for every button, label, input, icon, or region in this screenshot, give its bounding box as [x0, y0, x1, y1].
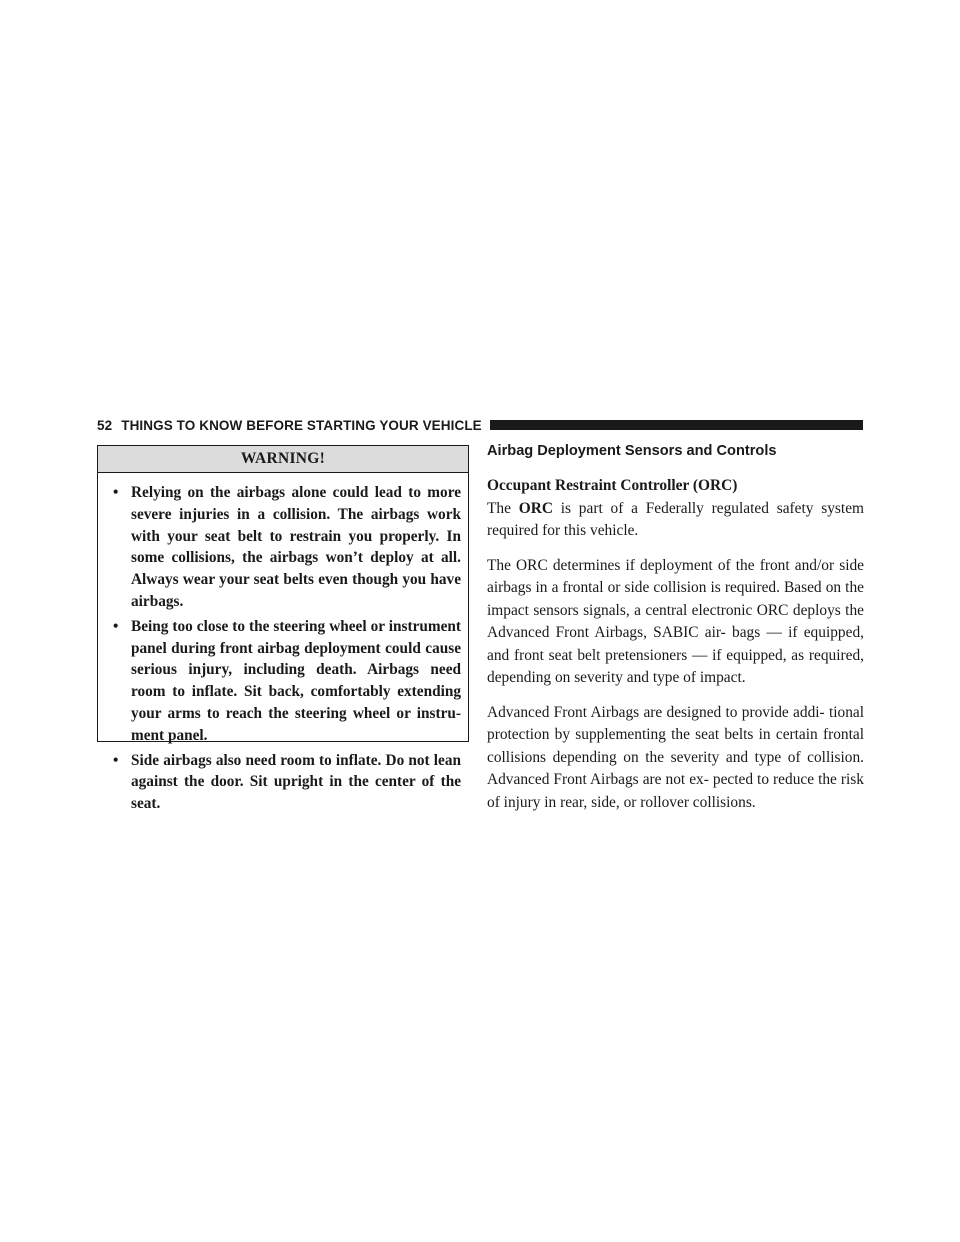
- warning-item: [107, 482, 461, 613]
- warning-box: [97, 445, 469, 813]
- right-column: [487, 440, 864, 814]
- intro-paragraph: [487, 498, 864, 543]
- page-number: 52: [97, 417, 113, 433]
- section-heading: Airbag Deployment Sensors and Controls: [487, 443, 777, 459]
- warning-list: [98, 473, 468, 815]
- section-title: THINGS TO KNOW BEFORE STARTING YOUR VEHICLE: [121, 417, 482, 433]
- intro-prefix: The: [487, 499, 519, 517]
- warning-item-text: Relying on the airbags alone could lead to more severe injuries in a collision. The airbags work with your seat belt to restrain you properly. In some collisions, the airbags won’t deploy at all. Always wear your seat belts even though you have airbags.: [131, 484, 461, 610]
- intro-strong: ORC: [518, 499, 553, 517]
- warning-item: [107, 750, 461, 815]
- running-header: [97, 416, 863, 434]
- warning-item: [107, 616, 461, 747]
- header-rule: [490, 420, 863, 430]
- bullet-icon: •: [113, 484, 119, 501]
- bullet-icon: •: [113, 751, 119, 769]
- subsection-heading: Occupant Restraint Controller (ORC): [487, 477, 738, 494]
- bullet-icon: •: [113, 617, 119, 635]
- warning-title: WARNING!: [98, 446, 468, 473]
- intro-suffix: is part of a Federally regulated safety system required for this vehicle.: [487, 499, 864, 539]
- warning-item-text: Side airbags also need room to inflate. Do not lean against the door. Sit upright in the center of the seat.: [131, 751, 461, 813]
- body-paragraph: The ORC determines if deployment of the front and/or side airbags in a frontal or side collision is required. Based on the impact sensors signals, a central electronic ORC deploys the Advanced Front Airbags, SABIC air- bags — if equipped, and front seat belt pretensioners — if equipped, as required, depending on severity and type of impact.: [487, 556, 864, 686]
- body-paragraph: Advanced Front Airbags are designed to provide addi- tional protection by supplementing the seat belts in certain frontal collisions depending on the severity and type of collision. Advanced Front Airbags are not ex- pected to reduce the risk of injury in rear, side, or rollover collisions.: [487, 703, 864, 811]
- warning-item-text: Being too close to the steering wheel or instrument panel during front airbag deployment could cause serious injury, including death. Airbags need room to inflate. Sit back, comfortably extending your arms to reach the steering wheel or instru- ment panel.: [131, 617, 461, 744]
